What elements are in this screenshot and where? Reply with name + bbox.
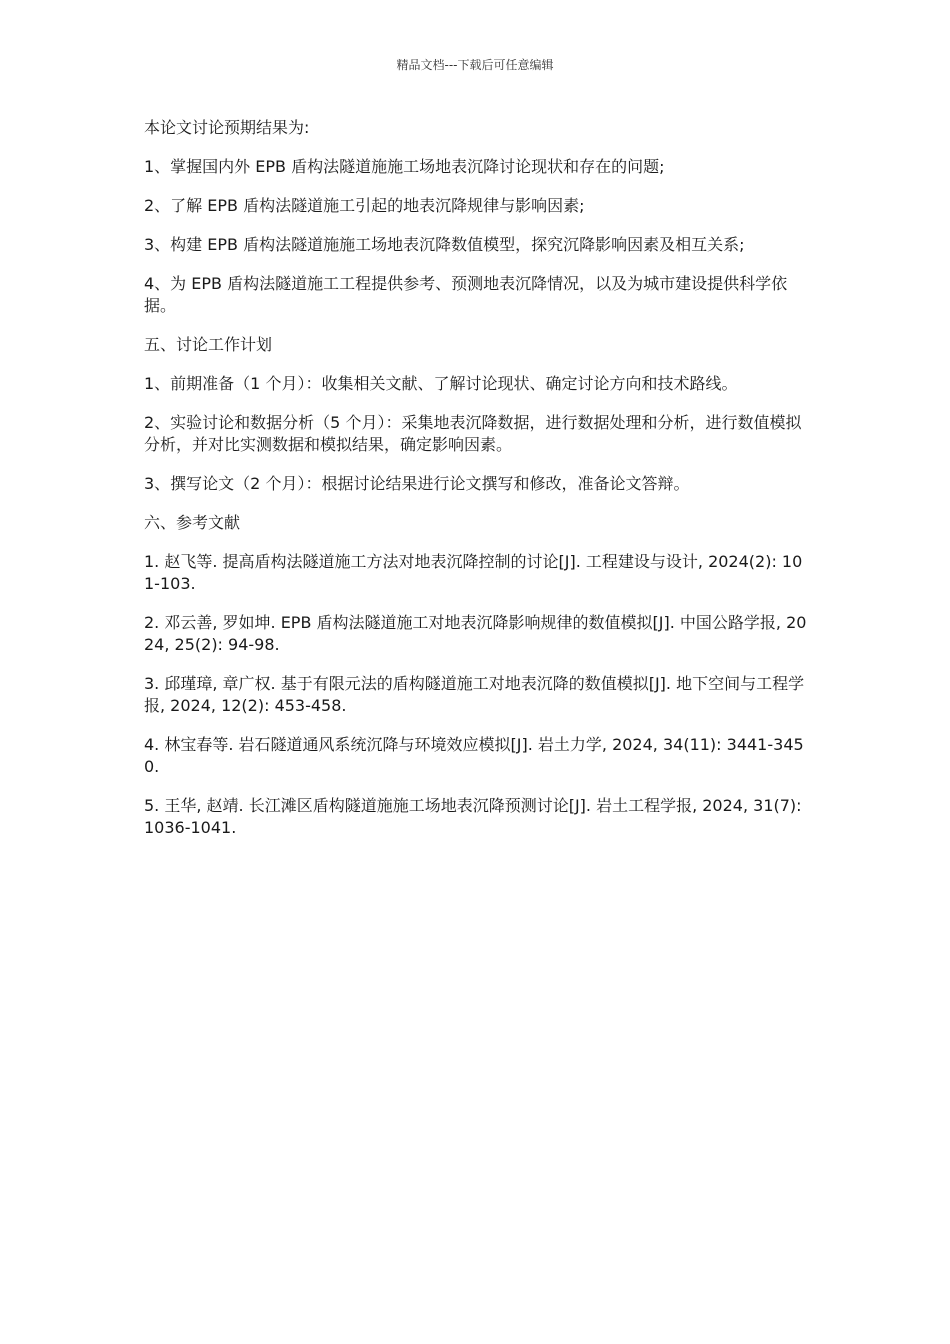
expected-result-item: 3、构建 EPB 盾构法隧道施施工场地表沉降数值模型，探究沉降影响因素及相互关系; (144, 235, 745, 254)
reference-item: 4. 林宝春等. 岩石隧道通风系统沉降与环境效应模拟[J]. 岩土力学, 2024, 34(11): 3441-3450. (144, 735, 804, 776)
expected-result-item: 2、了解 EPB 盾构法隧道施工引起的地表沉降规律与影响因素; (144, 196, 585, 215)
document-body (144, 117, 809, 856)
work-plan-item: 1、前期准备（1 个月）：收集相关文献、了解讨论现状、确定讨论方向和技术路线。 (144, 374, 738, 393)
work-plan-heading: 五、讨论工作计划 (144, 335, 273, 354)
reference-item: 2. 邓云善, 罗如坤. EPB 盾构法隧道施工对地表沉降影响规律的数值模拟[J]. 中国公路学报, 2024, 25(2): 94-98. (144, 613, 807, 654)
reference-item: 5. 王华, 赵靖. 长江滩区盾构隧道施施工场地表沉降预测讨论[J]. 岩土工程学报, 2024, 31(7): 1036-1041. (144, 796, 802, 837)
expected-results-intro: 本论文讨论预期结果为: (144, 118, 310, 137)
work-plan-item: 3、撰写论文（2 个月）：根据讨论结果进行论文撰写和修改，准备论文答辩。 (144, 474, 690, 493)
references-heading: 六、参考文献 (144, 513, 241, 532)
reference-item: 3. 邱瑾璋, 章广权. 基于有限元法的盾构隧道施工对地表沉降的数值模拟[J]. 地下空间与工程学报, 2024, 12(2): 453-458. (144, 674, 805, 715)
work-plan-item: 2、实验讨论和数据分析（5 个月）：采集地表沉降数据，进行数据处理和分析，进行数值模拟分析，并对比实测数据和模拟结果，确定影响因素。 (144, 413, 802, 454)
expected-result-item: 4、为 EPB 盾构法隧道施工工程提供参考、预测地表沉降情况，以及为城市建设提供科学依据。 (144, 274, 788, 315)
reference-item: 1. 赵飞等. 提高盾构法隧道施工方法对地表沉降控制的讨论[J]. 工程建设与设计, 2024(2): 101-103. (144, 552, 803, 593)
page-header-watermark: 精品文档---下载后可任意编辑 (396, 58, 554, 72)
expected-result-item: 1、掌握国内外 EPB 盾构法隧道施施工场地表沉降讨论现状和存在的问题; (144, 157, 665, 176)
